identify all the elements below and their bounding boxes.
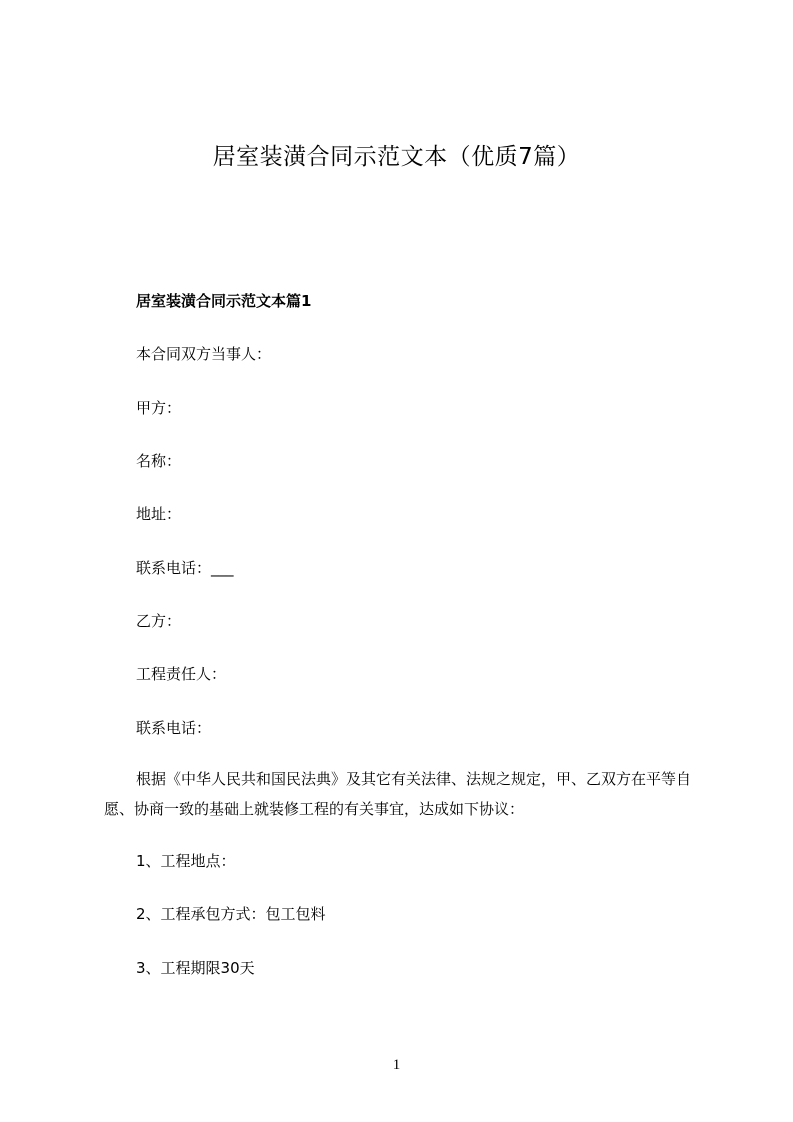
phone-a-label: 联系电话：___	[136, 559, 234, 577]
parties-intro: 本合同双方当事人：	[136, 345, 272, 363]
clause-item: 2、工程承包方式：包工包料	[136, 905, 326, 923]
clause-item: 3、工程期限30天	[136, 959, 255, 977]
clause-item: 1、工程地点：	[136, 852, 236, 870]
phone-b-label: 联系电话：	[136, 719, 212, 737]
party-a-label: 甲方：	[136, 399, 182, 417]
project-manager-label: 工程责任人：	[136, 665, 227, 683]
document-title: 居室装潢合同示范文本（优质7篇）	[212, 144, 581, 170]
preamble-paragraph: 根据《中华人民共和国民法典》及其它有关法律、法规之规定，甲、乙双方在平等自愿、协商一致的基础上就装修工程的有关事宜，达成如下协议：	[104, 770, 692, 818]
page-number: 1	[392, 1057, 401, 1073]
section-heading: 居室装潢合同示范文本篇1	[136, 292, 312, 310]
address-label: 地址：	[136, 505, 182, 523]
party-b-label: 乙方：	[136, 612, 182, 630]
name-label: 名称：	[136, 452, 182, 470]
